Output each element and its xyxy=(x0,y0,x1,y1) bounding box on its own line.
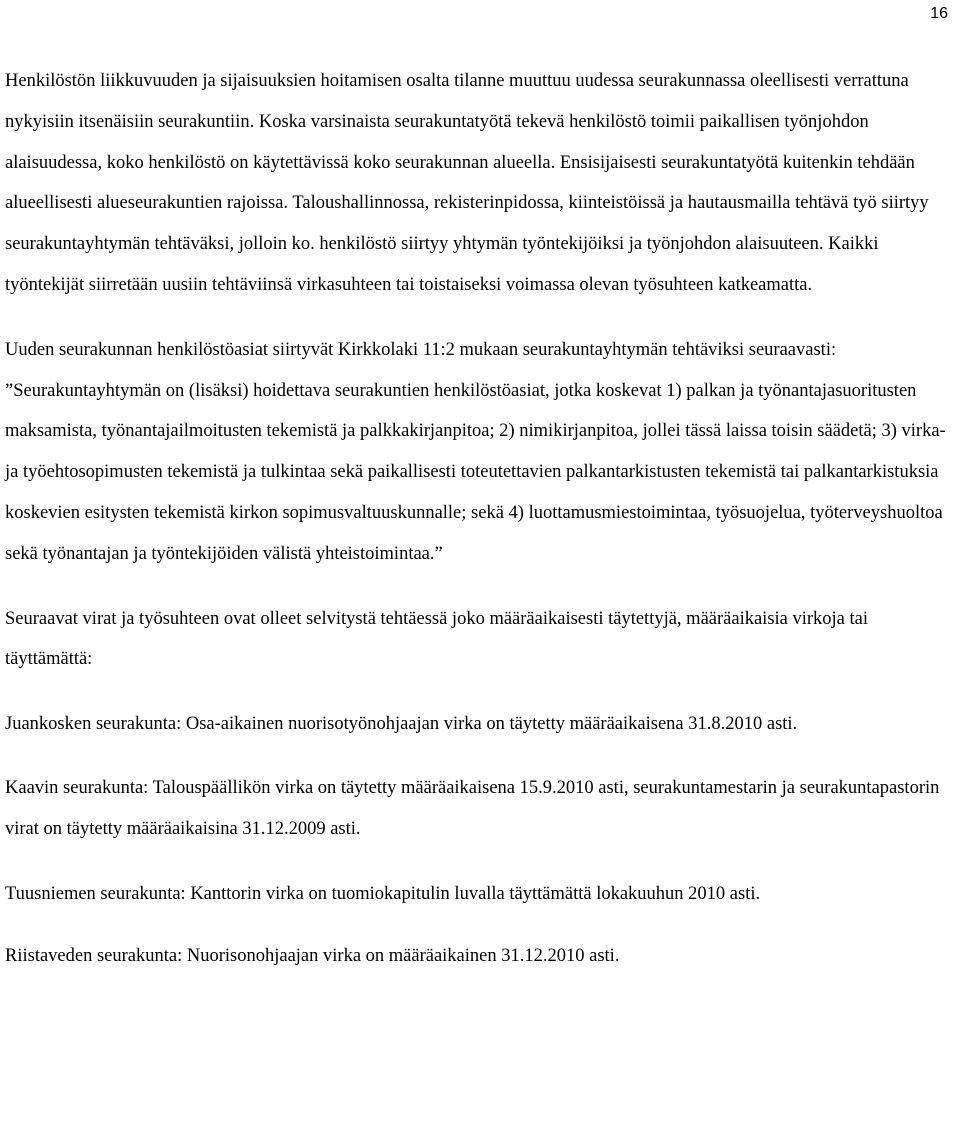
paragraph-juankoski: Juankosken seurakunta: Osa-aikainen nuorisotyönohjaajan virka on täytetty määräaikaisena 31.8.2010 asti. xyxy=(5,714,798,735)
page-number: 16 xyxy=(930,5,948,22)
document-body xyxy=(5,61,950,977)
paragraph-riistavesi: Riistaveden seurakunta: Nuorisonohjaajan virka on määräaikainen 31.12.2010 asti. xyxy=(5,946,620,967)
paragraph-temporary-posts-intro: Seuraavat virat ja työsuhteen ovat olleet selvitystä tehtäessä joko määräaikaisesti täytettyjä, määräaikaisia virkoja tai täyttämättä: xyxy=(5,608,869,670)
paragraph-tuusniemi: Tuusniemen seurakunta: Kanttorin virka on tuomiokapitulin luvalla täyttämättä lokakuuhun 2010 asti. xyxy=(5,883,761,904)
paragraph-kaavi: Kaavin seurakunta: Talouspäällikön virka on täytetty määräaikaisena 15.9.2010 asti, seurakuntamestarin ja seurakuntapastorin virat on täytetty määräaikaisina 31.12.2009 asti. xyxy=(5,777,940,839)
paragraph-church-law: Uuden seurakunnan henkilöstöasiat siirtyvät Kirkkolaki 11:2 mukaan seurakuntayhtymän tehtäviksi seuraavasti: ”Seurakuntayhtymän on (lisäksi) hoidettava seurakuntien henkilöstöasiat, jotka koskevat 1) palkan ja työnantajasuoritusten maksamista, työnantajailmoitusten tekemistä ja palkkakirjanpitoa; 2) nimikirjanpitoa, jollei tässä laissa toisin säädetä; 3) virka- ja työehtosopimusten tekemistä ja tulkintaa sekä paikallisesti toteutettavien palkantarkistusten tekemistä tai palkantarkistuksia koskevien esitysten tekemistä kirkon sopimusvaltuuskunnalle; sekä 4) luottamusmiestoimintaa, työsuojelua, työterveyshuoltoa sekä työnantajan ja työntekijöiden välistä yhteistoimintaa.” xyxy=(5,339,946,564)
paragraph-staff-mobility: Henkilöstön liikkuvuuden ja sijaisuuksien hoitamisen osalta tilanne muuttuu uudessa seurakunnassa oleellisesti verrattuna nykyisiin itsenäisiin seurakuntiin. Koska varsinaista seurakuntatyötä tekevä henkilöstö toimii paikallisen työnjohdon alaisuudessa, koko henkilöstö on käytettävissä koko seurakunnan alueella. Ensisijaisesti seurakuntatyötä kuitenkin tehdään alueellisesti alueseurakuntien rajoissa. Taloushallinnossa, rekisterinpidossa, kiinteistöissä ja hautausmailla tehtävä työ siirtyy seurakuntayhtymän tehtäväksi, jolloin ko. henkilöstö siirtyy yhtymän työntekijöiksi ja työnjohdon alaisuuteen. Kaikki työntekijät siirretään uusiin tehtäviinsä virkasuhteen tai toistaiseksi voimassa olevan työsuhteen katkeamatta. xyxy=(5,71,929,295)
